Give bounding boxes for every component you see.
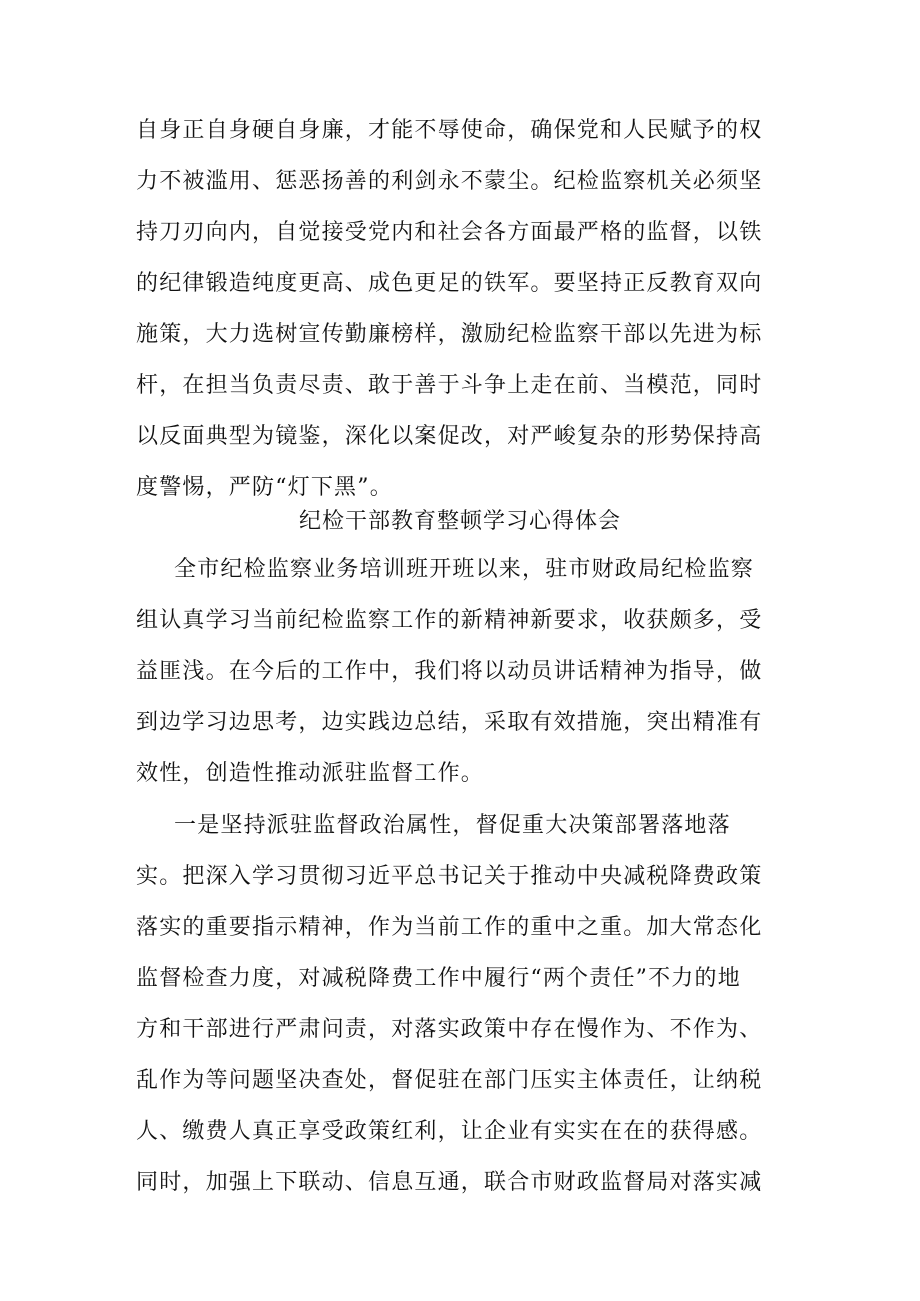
text-line: 全市纪检监察业务培训班开班以来，驻市财政局纪检监察 xyxy=(174,557,755,582)
text-line: 实。把深入学习贯彻习近平总书记关于推动中央减税降费政策 xyxy=(136,864,763,889)
text-line: 度警惕，严防“灯下黑”。 xyxy=(136,475,393,500)
article-title: 纪检干部教育整顿学习心得体会 xyxy=(298,509,621,534)
text-line: 监督检查力度，对减税降费工作中履行“两个责任”不力的地 xyxy=(136,966,741,991)
text-line: 施策，大力选树宣传勤廉榜样，激励纪检监察干部以先进为标 xyxy=(136,322,763,347)
text-line: 益匪浅。在今后的工作中，我们将以动员讲话精神为指导，做 xyxy=(136,659,763,684)
text-line: 人、缴费人真正享受政策红利，让企业有实实在在的获得感。 xyxy=(136,1119,763,1144)
text-line: 持刀刃向内，自觉接受党内和社会各方面最严格的监督，以铁 xyxy=(136,220,763,245)
continued-paragraph xyxy=(136,105,776,513)
text-line: 乱作为等问题坚决查处，督促驻在部门压实主体责任，让纳税 xyxy=(136,1068,763,1093)
text-line: 效性，创造性推动派驻监督工作。 xyxy=(136,761,485,786)
text-line: 杆，在担当负责尽责、敢于善于斗争上走在前、当模范，同时 xyxy=(136,373,763,398)
intro-paragraph xyxy=(136,544,776,799)
point-one-paragraph xyxy=(136,800,776,1208)
text-line: 到边学习边思考，边实践边总结，采取有效措施，突出精准有 xyxy=(136,710,763,735)
text-line: 方和干部进行严肃问责，对落实政策中存在慢作为、不作为、 xyxy=(136,1017,763,1042)
text-line: 力不被滥用、惩恶扬善的利剑永不蒙尘。纪检监察机关必须坚 xyxy=(136,169,763,194)
text-line: 的纪律锻造纯度更高、成色更足的铁军。要坚持正反教育双向 xyxy=(136,271,763,296)
text-line: 一是坚持派驻监督政治属性，督促重大决策部署落地落 xyxy=(174,813,731,838)
text-line: 落实的重要指示精神，作为当前工作的重中之重。加大常态化 xyxy=(136,915,763,940)
text-line: 组认真学习当前纪检监察工作的新精神新要求，收获颇多，受 xyxy=(136,608,763,633)
text-line: 以反面典型为镜鉴，深化以案促改，对严峻复杂的形势保持高 xyxy=(136,424,763,449)
text-line: 自身正自身硬自身廉，才能不辱使命，确保党和人民赋予的权 xyxy=(136,118,763,143)
text-line: 同时，加强上下联动、信息互通，联合市财政监督局对落实减 xyxy=(136,1170,763,1195)
